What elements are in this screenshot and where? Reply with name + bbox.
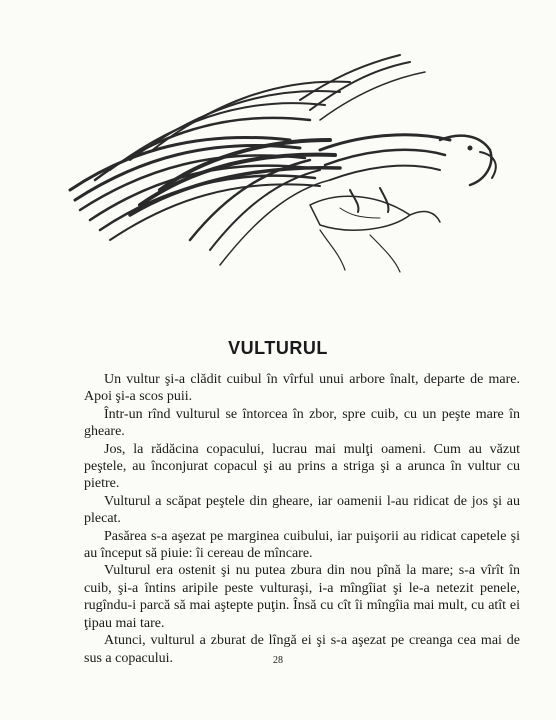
- page-number: 28: [273, 655, 283, 666]
- paragraph: Atunci, vulturul a zburat de lîngă ei şi s-a aşezat pe creanga cea mai de sus a copacului.: [84, 633, 520, 666]
- story-body: [84, 371, 520, 667]
- paragraph: Într-un rînd vulturul se întorcea în zbor, spre cuib, cu un peşte mare în gheare.: [84, 406, 520, 440]
- paragraph: Pasărea s-a aşezat pe marginea cuibului, iar puişorii au ridicat capetele şi au început să piuie: îi cereau de mîncare.: [84, 528, 520, 562]
- eagle-with-fish-illustration: [40, 40, 510, 290]
- paragraph: Vulturul era ostenit şi nu putea zbura din nou pînă la mare; s-a vîrît în cuib, şi-a întins aripile peste vulturaşi, i-a mîngîiat şi le-a netezit penele, rugîndu-i parcă să mai aştepte puţin. Însă cu cît îi mîngîia mai mult, cu atît ei ţipau mai tare.: [84, 563, 520, 631]
- paragraph: Un vultur şi-a clădit cuibul în vîrful unui arbore înalt, departe de mare. Apoi şi-a scos puii.: [84, 372, 520, 405]
- paragraph: Jos, la rădăcina copacului, lucrau mai mulţi oameni. Cum au văzut peştele, au înconjurat copacul şi au prins a striga şi a arunca în vultur cu pietre.: [84, 441, 520, 492]
- story-title: VULTURUL: [228, 338, 328, 358]
- paragraph: Vulturul a scăpat peştele din gheare, iar oamenii l-au ridicat de jos şi au plecat.: [84, 493, 520, 527]
